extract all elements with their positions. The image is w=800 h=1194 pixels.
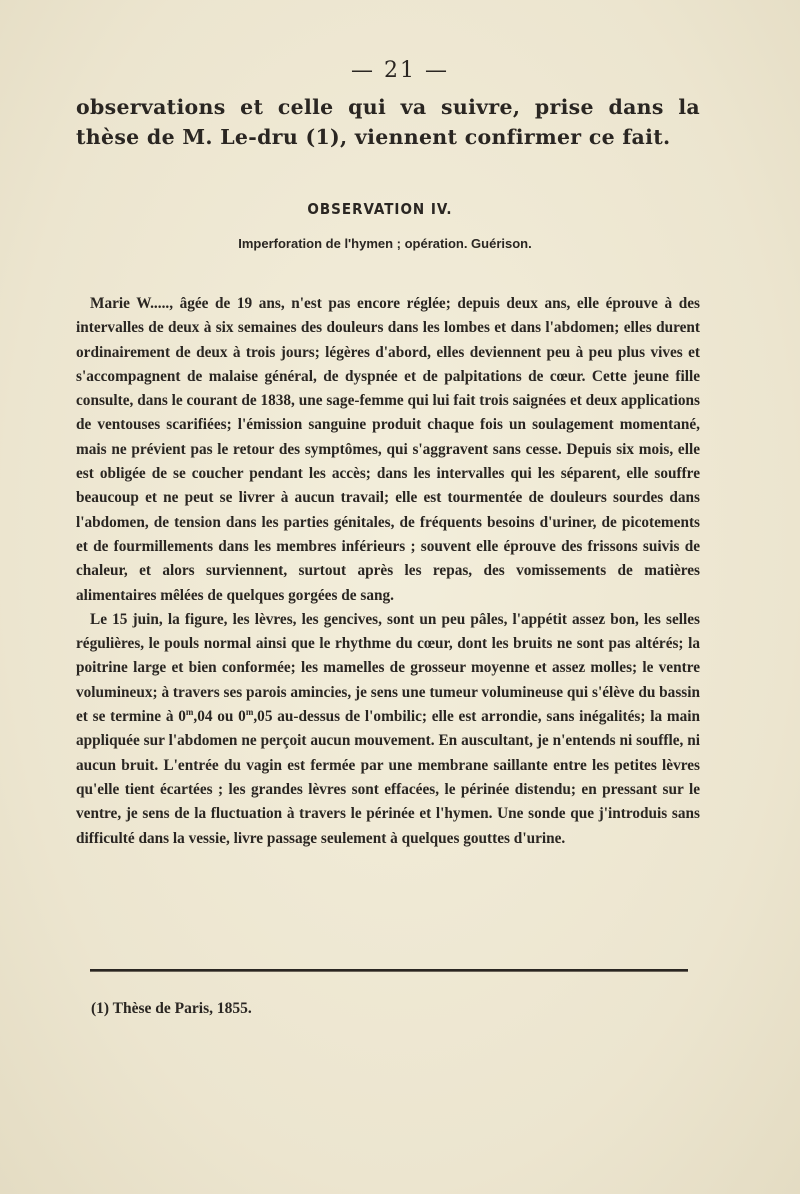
footnote-divider xyxy=(90,969,688,972)
observation-title: OBSERVATION IV. xyxy=(307,200,453,218)
intro-paragraph: observations et celle qui va suivre, prise dans la thèse de M. Le-dru (1), viennent confirmer ce fait. xyxy=(76,95,700,149)
page-number: — 21 — xyxy=(351,58,449,83)
footnote: (1) Thèse de Paris, 1855. xyxy=(91,1000,252,1017)
paragraph-2: Le 15 juin, la figure, les lèvres, les gencives, sont un peu pâles, l'appétit assez bon, les selles régulières, le pouls normal ainsi que le rhythme du cœur, dont les bruits ne sont pas altérés; la poitrine large et bien conformée; les mamelles de grosseur moyenne et assez molles; le ventre volumineux; à travers ses parois amincies, je sens une tumeur volumineuse qui s'élève du bassin et se termine à 0$^m$,04 ou 0$^m$,05 au-dessus de l'ombilic; elle est arrondie, sans inégalités; la main appliquée sur l'abdomen ne perçoit aucun mouvement. En auscultant, je n'entends ni souffle, ni aucun bruit. L'entrée du vagin est fermée par une membrane saillante entre les petites lèvres qu'elle tient écartées ; les grandes lèvres sont effacées, le périnée distendu; en pressant sur le ventre, je sens de la fluctuation à travers le périnée et l'hymen. Une sonde que j'introduis sans difficulté dans la vessie, livre passage seulement à quelques gouttes d'urine. xyxy=(76,610,701,847)
observation-body xyxy=(76,292,700,851)
observation-subtitle: Imperforation de l'hymen ; opération. Guérison. xyxy=(238,236,532,251)
paragraph-1: Marie W....., âgée de 19 ans, n'est pas encore réglée; depuis deux ans, elle éprouve à des intervalles de deux à six semaines des douleurs dans les lombes et dans l'abdomen; elles durent ordinairement de deux à trois jours; légères d'abord, elles deviennent peu à peu plus vives et s'accompagnent de malaise général, de dyspnée et de palpitations de cœur. Cette jeune fille consulte, dans le courant de 1838, une sage-femme qui lui fait trois saignées et deux applications de ventouses scarifiées; l'émission sanguine produit chaque fois un soulagement momentané, mais ne prévient pas le retour des symptômes, qui s'aggravent sans cesse. Depuis six mois, elle est obligée de se coucher pendant les accès; dans les intervalles qui les séparent, elle souffre beaucoup et ne peut se livrer à aucun travail; elle est tourmentée de douleurs sourdes dans l'abdomen, de tension dans les parties génitales, de fréquents besoins d'uriner, de picotements et de fourmillements dans les membres inférieurs ; souvent elle éprouve des frissons suivis de chaleur, et alors surviennent, surtout après les repas, des vomissements de matières alimentaires mêlées de quelques gorgées de sang. xyxy=(76,295,700,604)
